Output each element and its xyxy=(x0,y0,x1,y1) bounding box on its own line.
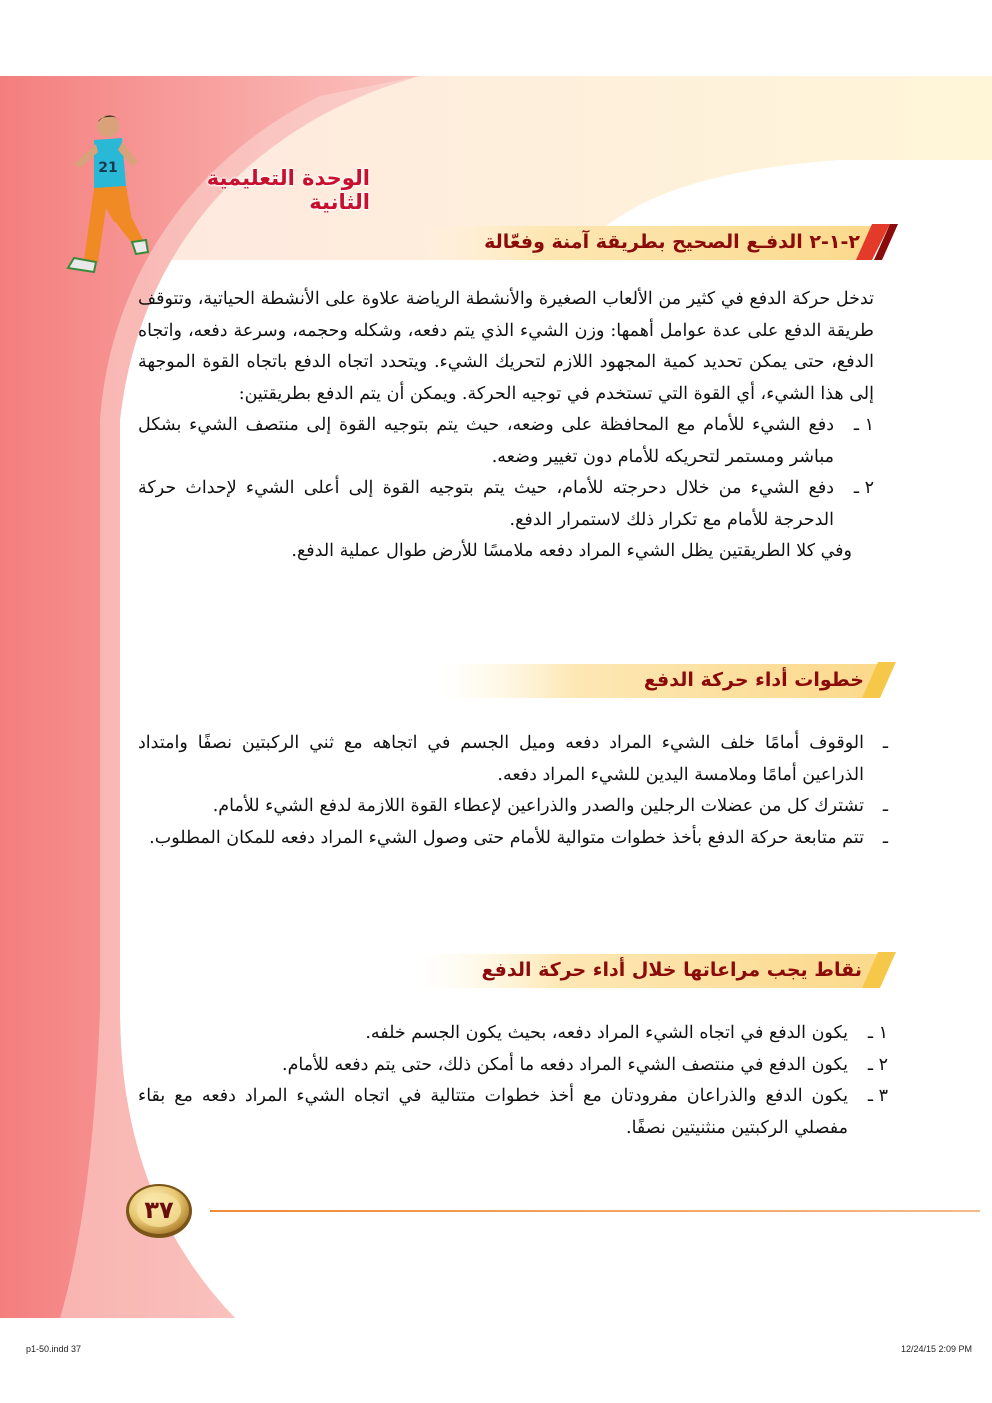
list-item-text: يكون الدفع في اتجاه الشيء المراد دفعه، بحيث يكون الجسم خلفه. xyxy=(365,1023,848,1043)
list-item-number: ١ ـ xyxy=(853,415,874,435)
section2-title: خطوات أداء حركة الدفع xyxy=(643,669,864,691)
list-item xyxy=(138,1081,888,1144)
list-item-text: الوقوف أمامًا خلف الشيء المراد دفعه وميل الجسم في اتجاهه مع ثني الركبتين نصفًا وامتداد الذراعين أمامًا وملامسة اليدين للشيء المراد دفعه. xyxy=(138,733,864,785)
list-item-text: تشترك كل من عضلات الرجلين والصدر والذراعين لإعطاء القوة اللازمة لدفع الشيء للأمام. xyxy=(212,796,864,816)
slug-left: p1-50.indd 37 xyxy=(26,1344,82,1354)
list-item xyxy=(138,823,888,855)
list-item-bullet: ـ xyxy=(882,796,888,816)
section1-body xyxy=(138,284,874,568)
section2-banner xyxy=(440,660,900,700)
list-item-text: يكون الدفع والذراعان مفرودتان مع أخذ خطوات متتالية في اتجاه الشيء المراد دفعه مع بقاء مفصلي الركبتين منثنيتين نصفًا. xyxy=(138,1086,848,1138)
list-item xyxy=(138,791,888,823)
section3-title: نقاط يجب مراعاتها خلال أداء حركة الدفع xyxy=(481,959,862,981)
list-item-number: ١ ـ xyxy=(867,1023,888,1043)
section2-body xyxy=(138,728,888,854)
page-number: ٣٧ xyxy=(144,1196,174,1224)
section3-body xyxy=(138,1018,888,1144)
list-item-text: دفع الشيء من خلال دحرجته للأمام، حيث يتم بتوجيه القوة إلى أعلى الشيء لإحداث حركة الدحرجة للأمام مع تكرار ذلك لاستمرار الدفع. xyxy=(138,478,834,530)
list-item-bullet: ـ xyxy=(882,827,888,848)
slug-right: 12/24/15 2:09 PM xyxy=(900,1344,972,1354)
list-item-number: ٢ ـ xyxy=(853,478,874,498)
section1-note: وفي كلا الطريقتين يظل الشيء المراد دفعه ملامسًا للأرض طوال عملية الدفع. xyxy=(291,541,852,561)
list-item-number: ٢ ـ xyxy=(867,1054,888,1075)
section1-title: ٢-١-٢ الدفـع الصحيح بطريقة آمنة وفعّالة xyxy=(484,231,860,253)
footer-rule xyxy=(210,1210,980,1212)
runner-illustration xyxy=(60,112,150,282)
list-item-text: دفع الشيء للأمام مع المحافظة على وضعه، حيث يتم بتوجيه القوة إلى منتصف الشيء بشكل مباشر ومستمر لتحريكه للأمام دون تغيير وضعه. xyxy=(138,415,834,467)
section3-banner xyxy=(420,950,900,990)
section1-paragraph: تدخل حركة الدفع في كثير من الألعاب الصغيرة والأنشطة الرياضة علاوة على الأنشطة الحياتية، وتتوقف طريقة الدفع على عدة عوامل أهمها: وزن الشيء الذي يتم دفعه، وشكله وحجمه، وسرعة دفعه، واتجاه الدفع، حتى يمكن تحديد كمية المجهود اللازم لتحريك الشيء. ويتحدد اتجاه الدفع باتجاه القوة الموجهة إلى هذا الشيء، أي القوة التي تستخدم في توجيه الحركة. ويمكن أن يتم الدفع بطريقتين: xyxy=(138,289,874,404)
list-item xyxy=(138,1050,888,1082)
page-number-badge xyxy=(124,1180,194,1240)
svg-text:21: 21 xyxy=(98,160,118,176)
list-item-number: ٣ ـ xyxy=(867,1086,888,1106)
list-item xyxy=(138,473,874,536)
list-item xyxy=(138,728,888,791)
list-item xyxy=(138,410,874,473)
list-item-bullet: ـ xyxy=(882,733,888,753)
unit-label: الوحدة التعليمية الثانية xyxy=(206,166,370,214)
list-item xyxy=(138,1018,888,1050)
section1-banner xyxy=(420,222,900,262)
list-item-text: يكون الدفع في منتصف الشيء المراد دفعه ما أمكن ذلك، حتى يتم دفعه للأمام. xyxy=(282,1054,848,1075)
list-item-text: تتم متابعة حركة الدفع بأخذ خطوات متوالية للأمام حتى وصول الشيء المراد دفعه للمكان المطلوب. xyxy=(149,827,864,848)
